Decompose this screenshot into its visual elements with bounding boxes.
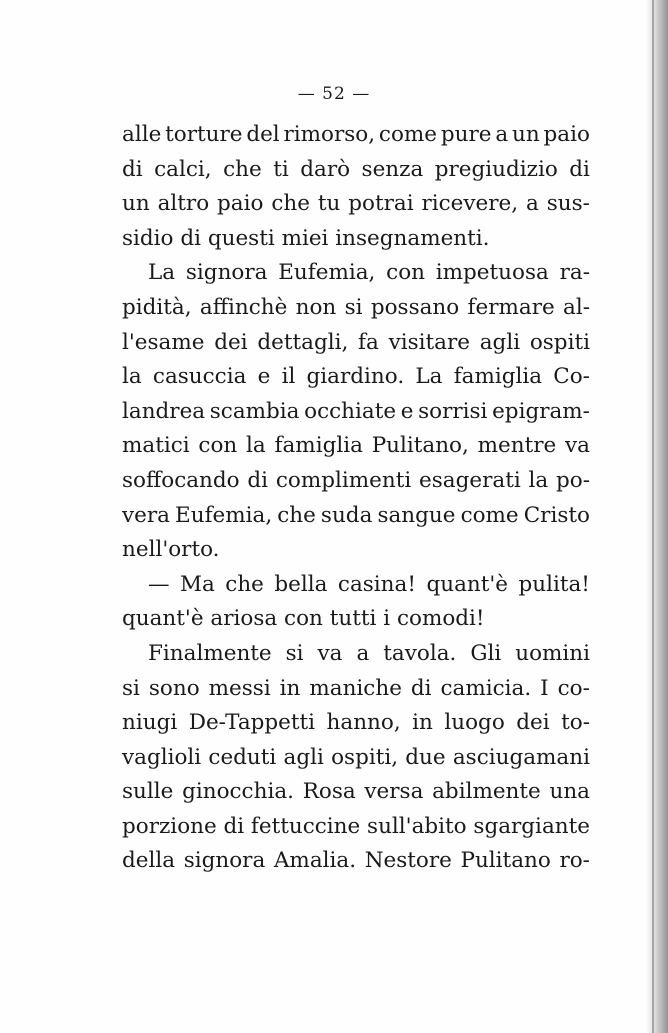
word: landrea [122,398,206,424]
text-line [122,222,590,257]
text-line [122,844,590,879]
word: uomini [515,640,590,666]
word: dettagli, [257,329,349,355]
word: visitare [388,329,470,355]
word: l'esame [122,329,205,355]
word: maniche [309,675,402,701]
word: ra- [559,260,590,286]
text-line [122,499,590,534]
word: una [549,779,590,805]
word: sangue [377,502,456,528]
word: vaglioli [122,744,202,770]
word: complimenti [275,467,412,493]
word: con [198,433,238,459]
word: quant'è [426,571,509,597]
word: Amalia. [273,848,357,874]
text-line [122,741,590,776]
word: di [122,156,143,182]
body-text [122,118,590,879]
word: soffocando [122,467,240,493]
word: La [415,364,443,390]
word: darò [300,156,351,182]
text-line [122,291,590,326]
word: affinchè [199,294,288,320]
word: — [148,571,170,597]
word: occhiate [304,398,397,424]
word: vera [122,502,170,528]
word: nell'orto. [122,537,220,563]
word: si [122,675,140,701]
word: quant'è [122,606,204,632]
word: paio [543,122,590,147]
word: matici [122,433,190,459]
word: calci, [154,156,212,182]
word: un [511,122,540,147]
text-line [122,360,590,395]
word: camicia. [440,675,532,701]
text-line [122,429,590,464]
word: mentre [477,433,557,459]
word: si [285,640,304,666]
word: signora [185,260,268,286]
word: di [410,675,432,701]
word: hanno, [326,710,401,736]
word: dei [516,710,550,736]
text-line [122,672,590,707]
text-line [122,602,590,637]
word: va [565,433,590,459]
word: abilmente [432,779,541,805]
word: il [281,364,296,390]
word: ti [273,156,289,182]
word: i [383,606,391,632]
word: pulita! [518,571,590,597]
word: co- [557,675,590,701]
word: Pulitano [460,848,551,874]
word: Cristo [523,502,590,528]
word: giardino. [306,364,405,390]
word: a [495,122,509,147]
word: che [225,571,264,597]
word: tu [317,191,341,217]
word: un [122,191,150,217]
word: sus- [546,191,590,217]
word: con [386,260,425,286]
word: sulle [122,779,174,805]
text-line [122,775,590,810]
word: Nestore [364,848,452,874]
word: la [246,433,266,459]
word: De-Tappetti [188,710,316,736]
word: porzione [122,813,217,839]
word: di [180,225,201,251]
word: altro [157,191,210,217]
word: ceduti [208,744,277,770]
text-line [122,256,590,291]
word: di [247,467,269,493]
word: Eufemia, [175,502,273,528]
word: sorrisi [418,398,488,424]
word: asciugamani [452,744,590,770]
word: scambia [209,398,300,424]
word: con [284,606,323,632]
word: in [412,710,433,736]
word: Pulitano, [371,433,469,459]
word: agli [283,744,324,770]
word: fermare [467,294,555,320]
word: ricevere, [421,191,519,217]
word: Rosa [302,779,356,805]
word: possano [370,294,460,320]
word: che [277,502,316,528]
text-line [122,187,590,222]
word: fa [358,329,379,355]
word: si [344,294,363,320]
word: insegnamenti. [335,225,490,251]
word: luogo [444,710,505,736]
word: famiglia [274,433,363,459]
word: casuccia [152,364,247,390]
word: fettuccine [250,813,361,839]
word: non [295,294,337,320]
word: come [378,122,438,147]
word: messi [208,675,271,701]
word: al- [563,294,590,320]
word: alle [122,122,162,147]
word: e [257,364,271,390]
page-number: — 52 — [297,84,371,104]
word: Co- [553,364,590,390]
word: senza [361,156,424,182]
page-edge-line [652,0,654,1033]
text-line [122,810,590,845]
word: di [569,156,590,182]
word: e [400,398,414,424]
word: la [528,467,549,493]
word: niugi [122,710,178,736]
word: torture [165,122,243,147]
word: ariosa [210,606,278,632]
text-line [122,326,590,361]
word: questi [207,225,275,251]
word: pure [440,122,492,147]
word: che [271,191,310,217]
word: dei [214,329,248,355]
word: po- [556,467,590,493]
word: La [148,260,176,286]
text-line [122,395,590,430]
word: come [460,502,519,528]
word: che [223,156,262,182]
text-line [122,118,590,153]
word: Finalmente [148,640,272,666]
text-line [122,153,590,188]
word: Ma [179,571,215,597]
word: tutti [329,606,377,632]
word: versa [364,779,424,805]
word: due [405,744,446,770]
word: ro- [559,848,590,874]
text-line [122,464,590,499]
word: esagerati [419,467,521,493]
word: casina! [337,571,416,597]
word: agli [479,329,521,355]
word: a [525,191,539,217]
word: ospiti [529,329,590,355]
word: va [317,640,343,666]
word: Eufemia, [278,260,376,286]
word: sidio [122,225,174,251]
word: comodi! [396,606,485,632]
word: impetuosa [435,260,549,286]
word: suda [320,502,373,528]
word: del [246,122,280,147]
word: signora [183,848,266,874]
text-line [122,706,590,741]
text-line [122,568,590,603]
word: I [540,675,549,701]
word: a [356,640,370,666]
word: in [279,675,301,701]
word: sono [148,675,200,701]
word: epigram- [492,398,590,424]
word: potrai [348,191,414,217]
word: pregiudizio [434,156,558,182]
word: miei [281,225,329,251]
word: della [122,848,176,874]
text-line [122,533,590,568]
word: di [223,813,245,839]
text-line [122,637,590,672]
word: ginocchia. [182,779,294,805]
word: tavola. [383,640,457,666]
word: paio [217,191,264,217]
word: Gli [470,640,502,666]
word: bella [274,571,328,597]
word: sull'abito [367,813,467,839]
page-edge-shadow [646,0,668,1033]
word: ospiti, [331,744,399,770]
word: to- [561,710,590,736]
word: rimorso, [283,122,376,147]
word: la [122,364,142,390]
word: pidità, [122,294,192,320]
word: famiglia [453,364,543,390]
word: sgargiante [473,813,590,839]
